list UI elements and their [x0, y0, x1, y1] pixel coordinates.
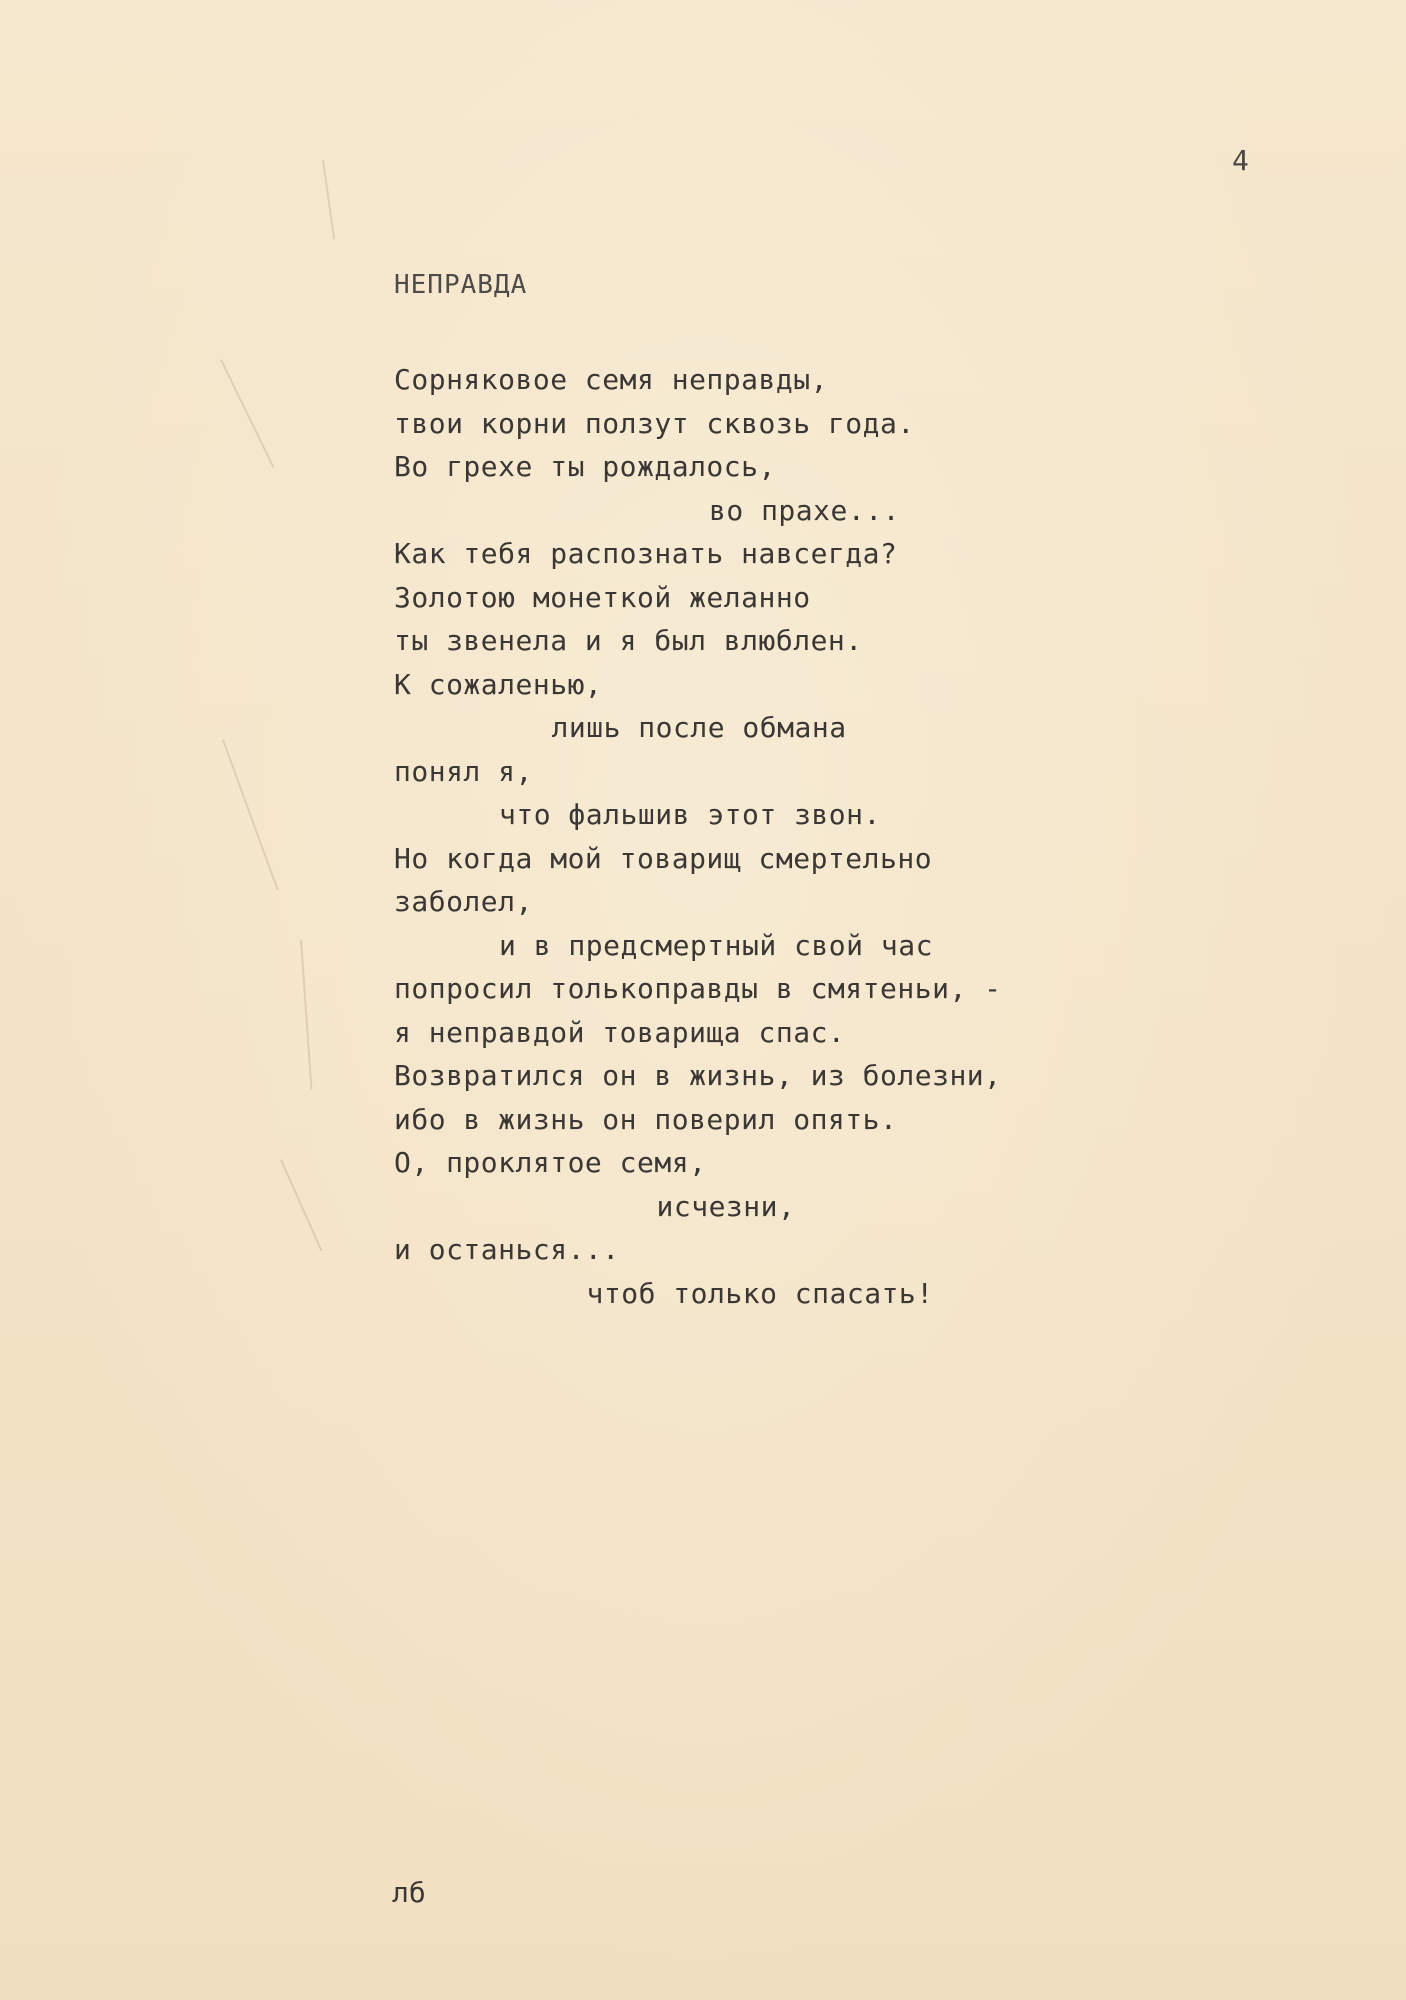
- poem-line: лишь после обмана: [551, 711, 847, 744]
- poem-line: понял я,: [394, 754, 533, 788]
- poem-line: ты звенела и я был влюблен.: [394, 624, 863, 657]
- poem-line: Во грехе ты рождалось,: [394, 450, 776, 483]
- poem-line: Но когда мой товарищ смертельно: [394, 841, 933, 875]
- poem-line: и в предсмертный свой час: [499, 928, 933, 962]
- poem-line: и останься...: [394, 1233, 620, 1266]
- poem-line: исчезни,: [656, 1189, 796, 1223]
- paper-scratch: [280, 1159, 323, 1251]
- poem-line: я неправдой товарища спас.: [394, 1015, 846, 1049]
- poem-line: попросил толькоправды в смятеньи, -: [394, 972, 1002, 1005]
- paper-scratch: [322, 160, 335, 239]
- poem-body: [394, 358, 1002, 1315]
- paper-scratch: [300, 940, 312, 1090]
- paper-scratch: [222, 739, 279, 890]
- page-number: 4: [1232, 144, 1249, 177]
- poem-line: во прахе...: [709, 493, 900, 527]
- poem-line: ибо в жизнь он поверил опять.: [394, 1102, 898, 1136]
- poem-line: О, проклятое семя,: [394, 1146, 707, 1179]
- author-initials: лб: [392, 1876, 426, 1909]
- poem-title: НЕПРАВДА: [394, 270, 528, 300]
- poem-line: твои корни ползут сквозь года.: [394, 406, 915, 440]
- poem-line: Сорняковое семя неправды,: [394, 363, 828, 396]
- poem-line: Как тебя распознать навсегда?: [394, 537, 898, 570]
- poem-line: Возвратился он в жизнь, из болезни,: [394, 1059, 1002, 1092]
- poem-line: К сожаленью,: [394, 667, 603, 701]
- paper-scratch: [220, 359, 274, 468]
- poem-line: что фальшив этот звон.: [499, 798, 881, 831]
- poem-line: заболел,: [394, 885, 533, 918]
- poem-line: Золотою монеткой желанно: [394, 580, 811, 614]
- poem-line: чтоб только спасать!: [586, 1276, 934, 1310]
